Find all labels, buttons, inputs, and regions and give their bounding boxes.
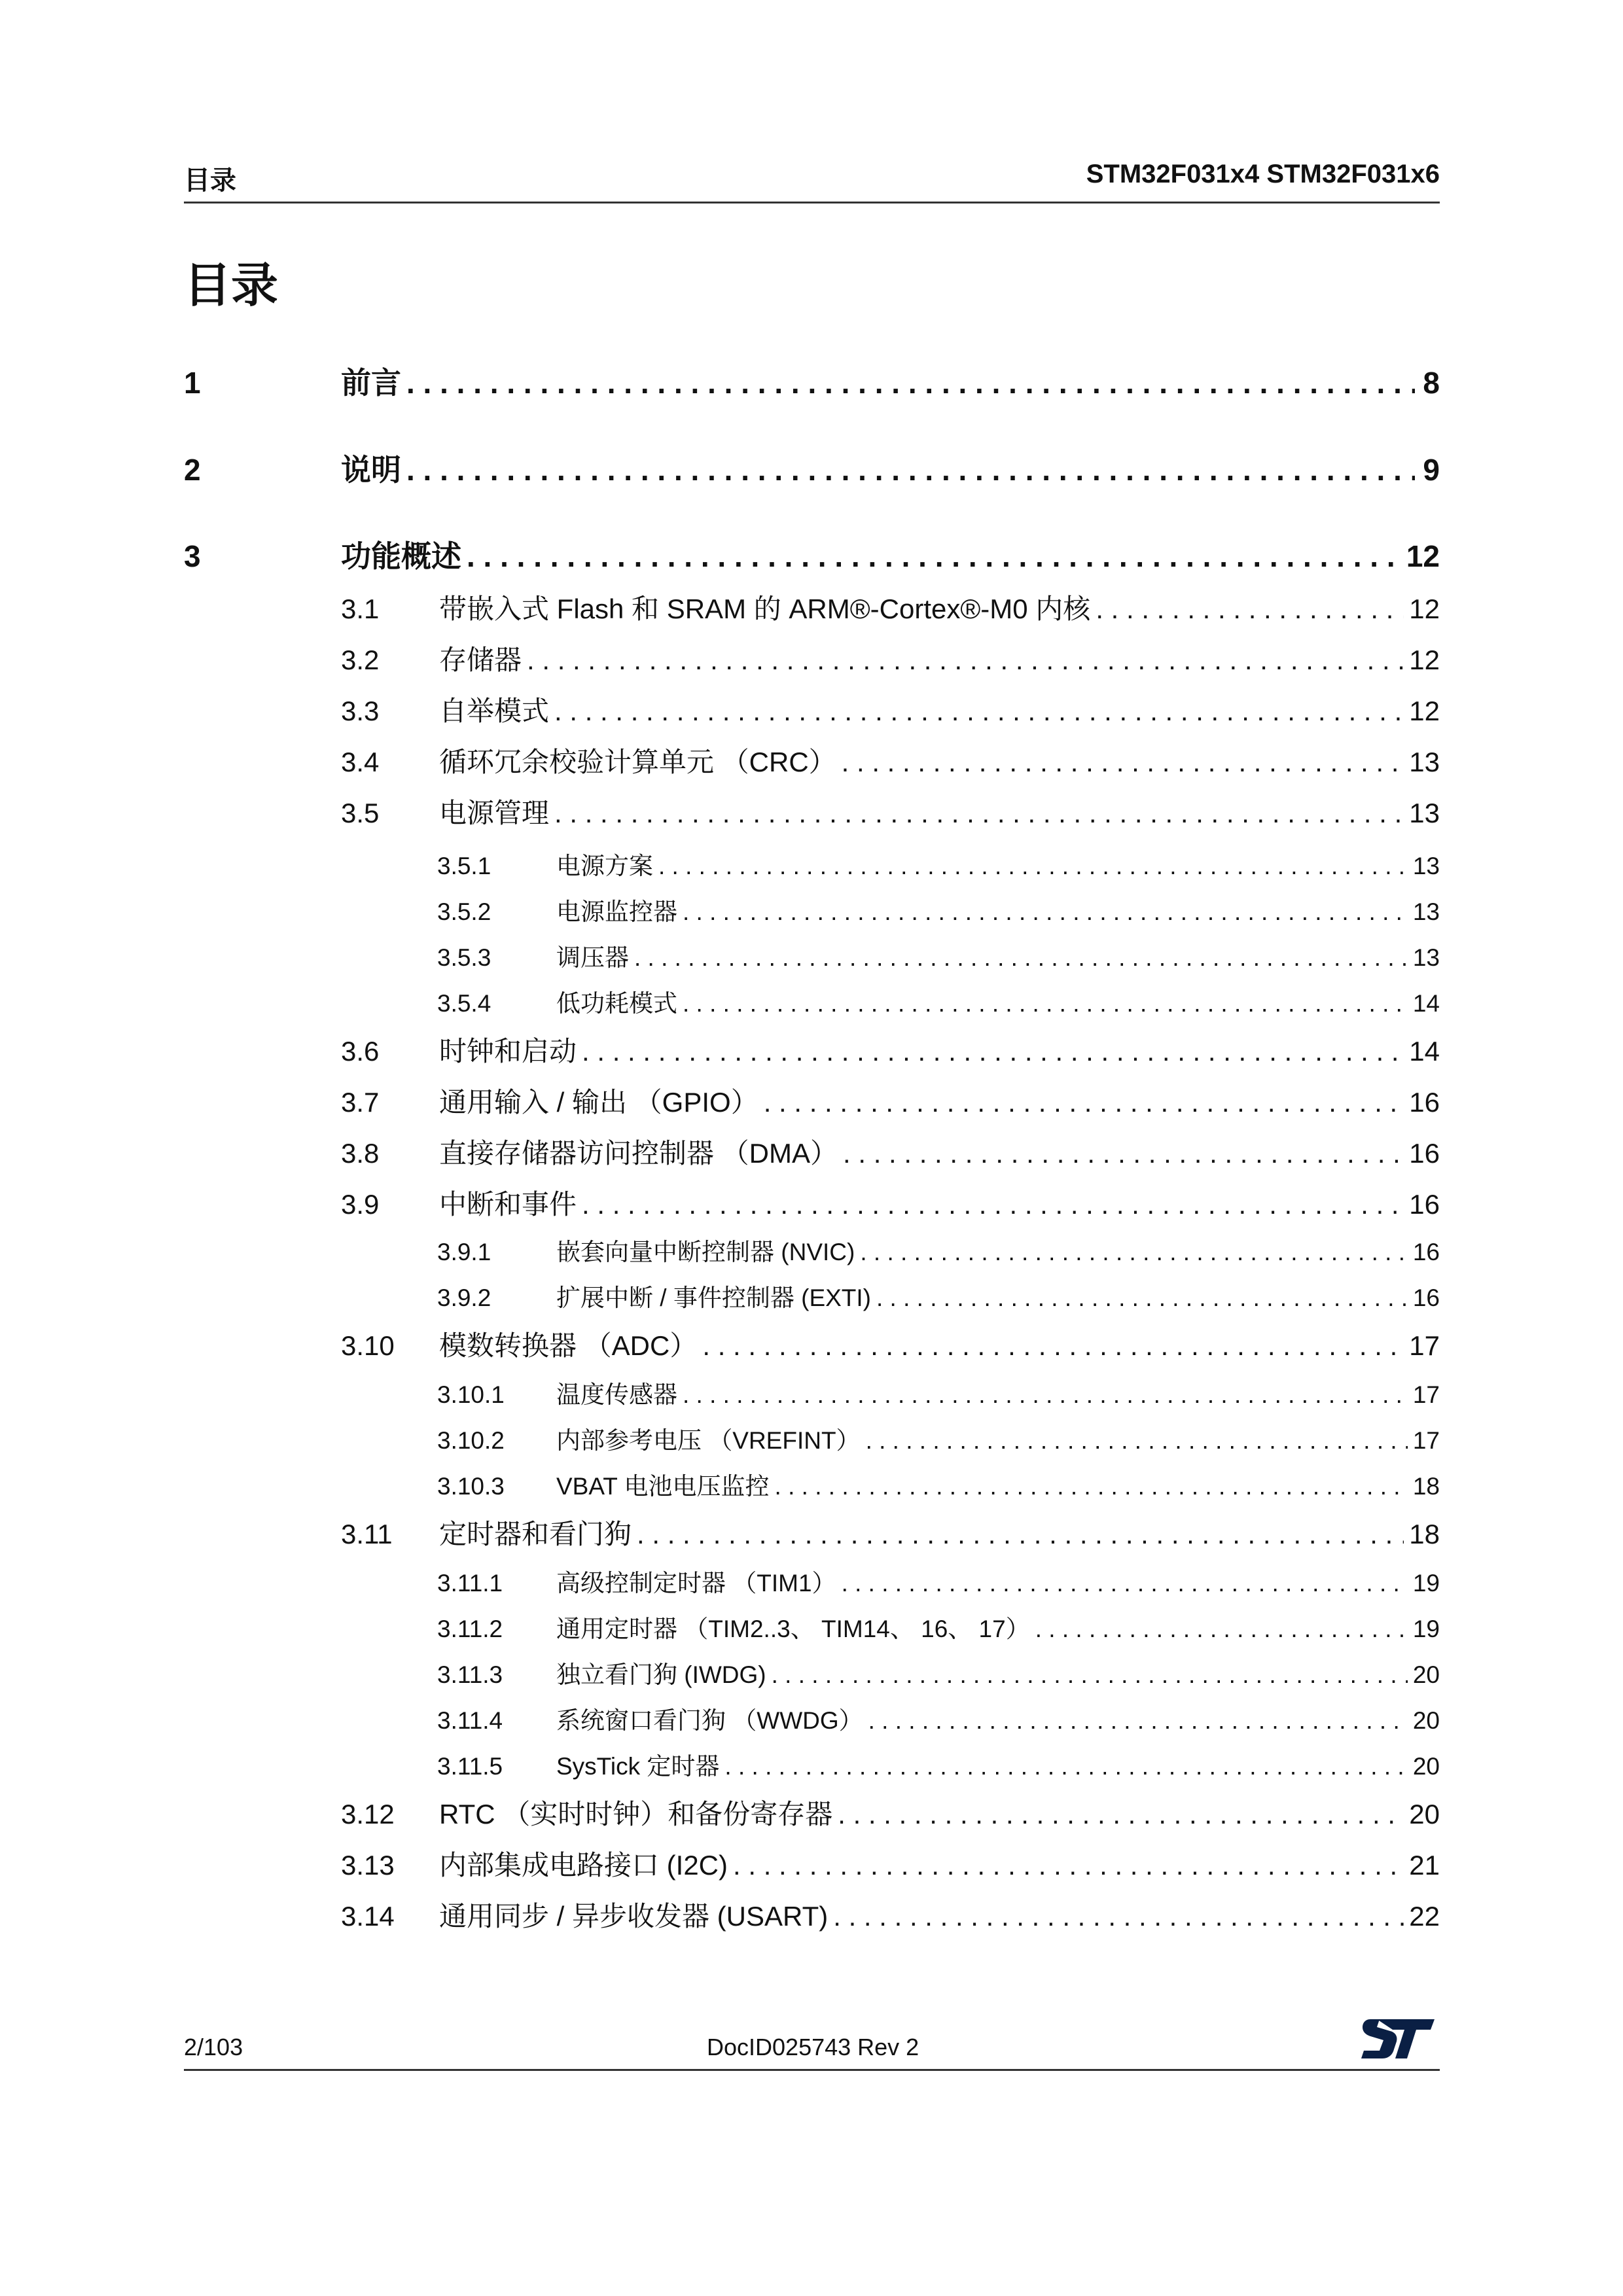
toc-entry[interactable] [341,1324,1440,1364]
toc-entry-number: 3 [184,539,201,573]
toc-leader-dots [1035,1616,1408,1643]
toc-entry-title: 独立看门狗 (IWDG) [556,1661,766,1688]
toc-entry-number: 3.12 [341,1799,395,1829]
toc-entry-title: 模数转换器 （ADC） [439,1330,698,1361]
page-title: 目录 [184,260,279,312]
toc-entry-title: 说明 [341,453,401,487]
toc-leader-dots [702,1330,1404,1362]
toc-entry-page: 19 [1412,1616,1440,1642]
toc-entry-page: 13 [1412,898,1440,925]
toc-leader-dots [842,1570,1408,1597]
toc-leader-dots [772,1661,1408,1689]
toc-entry-number: 3.5.4 [437,990,491,1017]
toc-entry-page: 21 [1409,1850,1440,1881]
toc-entry-number: 3.5.2 [437,898,491,925]
toc-entry[interactable] [437,1746,1440,1782]
toc-leader-dots [838,1799,1404,1830]
toc-entry[interactable] [437,1609,1440,1644]
toc-entry[interactable] [437,938,1440,973]
toc-entry-page: 18 [1409,1519,1440,1549]
toc-entry-number: 3.5.3 [437,944,491,971]
toc-entry-page: 20 [1412,1707,1440,1734]
toc-entry-title: 调压器 [556,944,629,971]
toc-entry-number: 3.11.3 [437,1661,503,1688]
toc-entry-page: 16 [1412,1239,1440,1265]
toc-entry-number: 3.11.2 [437,1616,503,1642]
toc-entry-number: 3.9 [341,1189,380,1220]
toc-entry[interactable] [184,359,1440,402]
toc-entry-page: 13 [1412,944,1440,971]
toc-entry-page: 13 [1409,798,1440,828]
toc-entry-number: 3.4 [341,747,380,777]
toc-entry-page: 20 [1412,1661,1440,1688]
toc-entry[interactable] [341,1895,1440,1934]
toc-leader-dots [582,1036,1404,1067]
toc-entry-title: SysTick 定时器 [556,1753,720,1780]
toc-entry-title: 内部集成电路接口 (I2C) [439,1850,728,1881]
toc-entry[interactable] [341,1132,1440,1171]
toc-entry-title: 通用定时器 （TIM2..3、 TIM14、 16、 17） [556,1616,1030,1642]
toc-entry-page: 16 [1409,1138,1440,1169]
toc-entry-title: 温度传感器 [556,1381,677,1408]
toc-entry-page: 14 [1412,990,1440,1017]
header-product: STM32F031x4 STM32F031x6 [1086,160,1440,188]
toc-entry[interactable] [341,588,1440,627]
toc-entry[interactable] [184,446,1440,489]
toc-entry[interactable] [437,983,1440,1019]
toc-leader-dots [876,1284,1408,1312]
toc-entry-title: 功能概述 [341,539,461,573]
toc-entry-page: 13 [1409,747,1440,777]
toc-entry-page: 22 [1409,1901,1440,1932]
toc-entry-number: 3.11.5 [437,1753,503,1780]
toc-entry-number: 3.9.2 [437,1284,491,1311]
toc-entry[interactable] [437,846,1440,881]
toc-entry[interactable] [437,1563,1440,1598]
toc-leader-dots [775,1473,1408,1500]
toc-entry-title: 带嵌入式 Flash 和 SRAM 的 ARM®-Cortex®-M0 内核 [439,593,1091,624]
toc-entry-page: 14 [1409,1036,1440,1067]
toc-entry[interactable] [437,892,1440,927]
toc-entry-page: 18 [1412,1473,1440,1500]
toc-entry-number: 3.10.2 [437,1427,505,1454]
toc-entry-title: 前言 [341,366,401,400]
toc-entry-title: 电源监控器 [556,898,677,925]
toc-entry[interactable] [437,1232,1440,1267]
toc-entry[interactable] [341,639,1440,678]
toc-entry-title: 内部参考电压 （VREFINT） [556,1427,861,1454]
toc-entry-number: 3.11.4 [437,1707,503,1734]
toc-entry-title: 时钟和启动 [439,1036,577,1067]
toc-entry[interactable] [437,1278,1440,1313]
toc-entry[interactable] [341,741,1440,780]
toc-entry-page: 16 [1412,1284,1440,1311]
toc-leader-dots [724,1753,1407,1780]
toc-entry-number: 1 [184,366,201,400]
toc-entry-title: RTC （实时时钟）和备份寄存器 [439,1799,833,1829]
toc-entry-title: 系统窗口看门狗 （WWDG） [556,1707,863,1734]
toc-entry-page: 16 [1409,1189,1440,1220]
toc-entry[interactable] [437,1421,1440,1456]
toc-entry-title: 直接存储器访问控制器 （DMA） [439,1138,838,1169]
toc-leader-dots [764,1087,1404,1118]
toc-entry-page: 8 [1423,366,1440,400]
footer-page-number: 2/103 [184,2034,243,2060]
toc-entry-title: 低功耗模式 [556,990,677,1017]
toc-entry-title: 扩展中断 / 事件控制器 (EXTI) [556,1284,871,1311]
toc-entry-number: 3.10.3 [437,1473,505,1500]
toc-entry-title: 嵌套向量中断控制器 (NVIC) [556,1239,855,1265]
toc-entry-number: 3.5.1 [437,853,491,879]
toc-entry-page: 20 [1409,1799,1440,1829]
toc-entry[interactable] [341,792,1440,831]
toc-entry-title: 高级控制定时器 （TIM1） [556,1570,836,1597]
toc-entry-title: 自举模式 [439,696,550,726]
toc-leader-dots [683,898,1408,926]
toc-entry-page: 20 [1412,1753,1440,1780]
toc-entry[interactable] [341,1844,1440,1883]
toc-entry-number: 3.6 [341,1036,380,1067]
toc-entry-title: 电源方案 [556,853,653,879]
toc-entry-page: 12 [1409,696,1440,726]
toc-entry[interactable] [437,1701,1440,1736]
toc-leader-dots [833,1901,1404,1932]
toc-leader-dots [406,452,1415,487]
toc-entry-number: 3.3 [341,696,380,726]
toc-leader-dots [843,1138,1404,1169]
footer-doc-id: DocID025743 Rev 2 [707,2034,919,2060]
toc-entry-title: 循环冗余校验计算单元 （CRC） [439,747,836,777]
toc-leader-dots [733,1850,1404,1881]
toc-leader-dots [527,645,1404,676]
toc-entry-number: 3.9.1 [437,1239,491,1265]
toc-leader-dots [860,1239,1408,1266]
toc-entry-title: VBAT 电池电压监控 [556,1473,770,1500]
toc-leader-dots [467,539,1401,574]
toc-entry[interactable] [437,1466,1440,1502]
toc-entry-number: 3.2 [341,645,380,675]
toc-leader-dots [842,747,1404,778]
toc-entry-title: 定时器和看门狗 [439,1519,632,1549]
toc-leader-dots [582,1189,1404,1220]
toc-entry-page: 16 [1409,1087,1440,1118]
toc-entry-page: 19 [1412,1570,1440,1597]
toc-entry-title: 电源管理 [439,798,550,828]
toc-leader-dots [637,1519,1404,1550]
toc-entry-page: 12 [1406,539,1440,573]
toc-entry-title: 中断和事件 [439,1189,577,1220]
toc-entry[interactable] [341,1513,1440,1552]
toc-entry[interactable] [341,1081,1440,1120]
toc-leader-dots [868,1707,1408,1735]
toc-entry-page: 13 [1412,853,1440,879]
toc-entry-page: 12 [1409,593,1440,624]
toc-entry[interactable] [437,1375,1440,1410]
toc-leader-dots [866,1427,1408,1455]
header-section: 目录 [184,166,236,195]
toc-entry[interactable] [341,1030,1440,1069]
toc-entry-title: 通用同步 / 异步收发器 (USART) [439,1901,829,1932]
toc-leader-dots [554,696,1404,727]
toc-entry[interactable] [184,533,1440,576]
toc-entry-page: 17 [1409,1330,1440,1361]
toc-entry-page: 12 [1409,645,1440,675]
toc-leader-dots [634,944,1408,972]
toc-entry[interactable] [437,1655,1440,1690]
toc-entry[interactable] [341,1183,1440,1222]
toc-entry-number: 3.10.1 [437,1381,505,1408]
toc-entry-page: 9 [1423,453,1440,487]
toc-leader-dots [683,1381,1408,1409]
toc-entry-number: 3.13 [341,1850,395,1881]
toc-entry-number: 3.5 [341,798,380,828]
toc-leader-dots [406,365,1415,400]
toc-leader-dots [1096,593,1404,625]
toc-entry-number: 2 [184,453,201,487]
st-logo-icon [1361,2015,1440,2062]
toc-entry-title: 通用输入 / 输出 （GPIO） [439,1087,758,1118]
toc-entry-number: 3.11.1 [437,1570,503,1597]
toc-entry-number: 3.10 [341,1330,395,1361]
toc-entry-number: 3.1 [341,593,380,624]
toc-leader-dots [554,798,1404,829]
toc-entry-page: 17 [1412,1427,1440,1454]
toc-entry-number: 3.7 [341,1087,380,1118]
toc-entry-number: 3.8 [341,1138,380,1169]
toc-entry-title: 存储器 [439,645,522,675]
footer-rule [184,2069,1440,2071]
toc-entry[interactable] [341,1793,1440,1832]
toc-leader-dots [683,990,1408,1017]
toc-entry-number: 3.11 [341,1519,393,1549]
toc-entry-number: 3.14 [341,1901,395,1932]
toc-entry[interactable] [341,690,1440,729]
toc-leader-dots [658,853,1408,880]
toc-entry-page: 17 [1412,1381,1440,1408]
